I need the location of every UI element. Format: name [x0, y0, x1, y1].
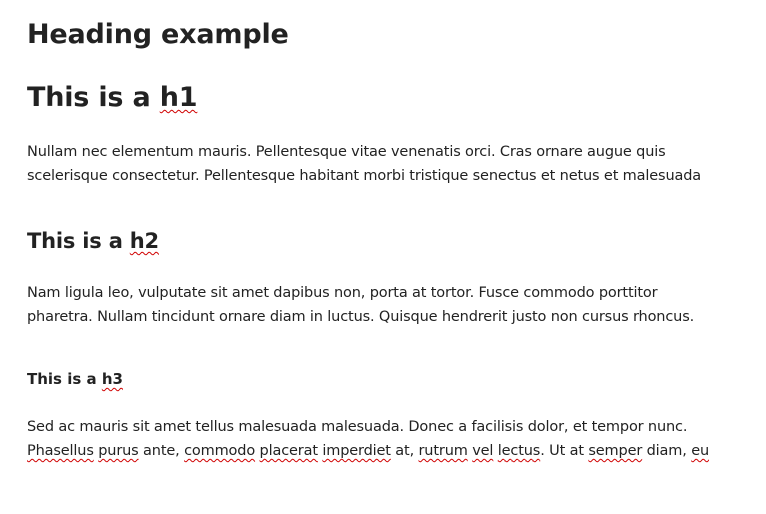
paragraph-1-line-1: Nullam nec elementum mauris. Pellentesque vitae venenatis orci. Cras ornare augue quis [27, 144, 666, 160]
paragraph-2-line-2: pharetra. Nullam tincidunt ornare diam in luctus. Quisque hendrerit justo non cursus rhoncus. [27, 309, 695, 325]
heading-h3 [27, 368, 123, 390]
spellcheck-flagged-word: eu [691, 443, 710, 459]
spellcheck-flagged-word: rutrum [418, 443, 468, 459]
paragraph-2 [27, 281, 694, 329]
heading-h3-prefix: This is a [27, 370, 97, 388]
heading-h1-tag: h1 [159, 82, 198, 113]
spellcheck-flagged-word: commodo [184, 443, 256, 459]
spellcheck-flagged-word: purus [98, 443, 139, 459]
heading-h2-prefix: This is a [27, 229, 123, 253]
paragraph-3-line-1: Sed ac mauris sit amet tellus malesuada malesuada. Donec a facilisis dolor, et tempor nunc. [27, 419, 688, 435]
spellcheck-flagged-word: imperdiet [322, 443, 391, 459]
heading-h2-tag: h2 [129, 229, 159, 253]
page-title: Heading example [27, 19, 289, 50]
heading-h1-prefix: This is a [27, 82, 151, 113]
paragraph-1-line-2: scelerisque consectetur. Pellentesque habitant morbi tristique senectus et netus et malesuada [27, 168, 702, 184]
spellcheck-flagged-word: placerat [259, 443, 318, 459]
paragraph-3 [27, 415, 709, 463]
heading-h3-tag: h3 [101, 370, 123, 388]
spellcheck-flagged-word: semper [588, 443, 643, 459]
paragraph-3-line-2: Phasellus purus ante, commodo placerat imperdiet at, rutrum vel lectus. Ut at semper diam, eu [27, 443, 710, 459]
paragraph-2-line-1: Nam ligula leo, vulputate sit amet dapibus non, porta at tortor. Fusce commodo porttitor [27, 285, 658, 301]
heading-h1 [27, 80, 197, 116]
spellcheck-flagged-word: vel [472, 443, 494, 459]
paragraph-1 [27, 140, 701, 188]
spellcheck-flagged-word: Phasellus [27, 443, 94, 459]
heading-h2 [27, 227, 159, 255]
spellcheck-flagged-word: lectus [497, 443, 541, 459]
